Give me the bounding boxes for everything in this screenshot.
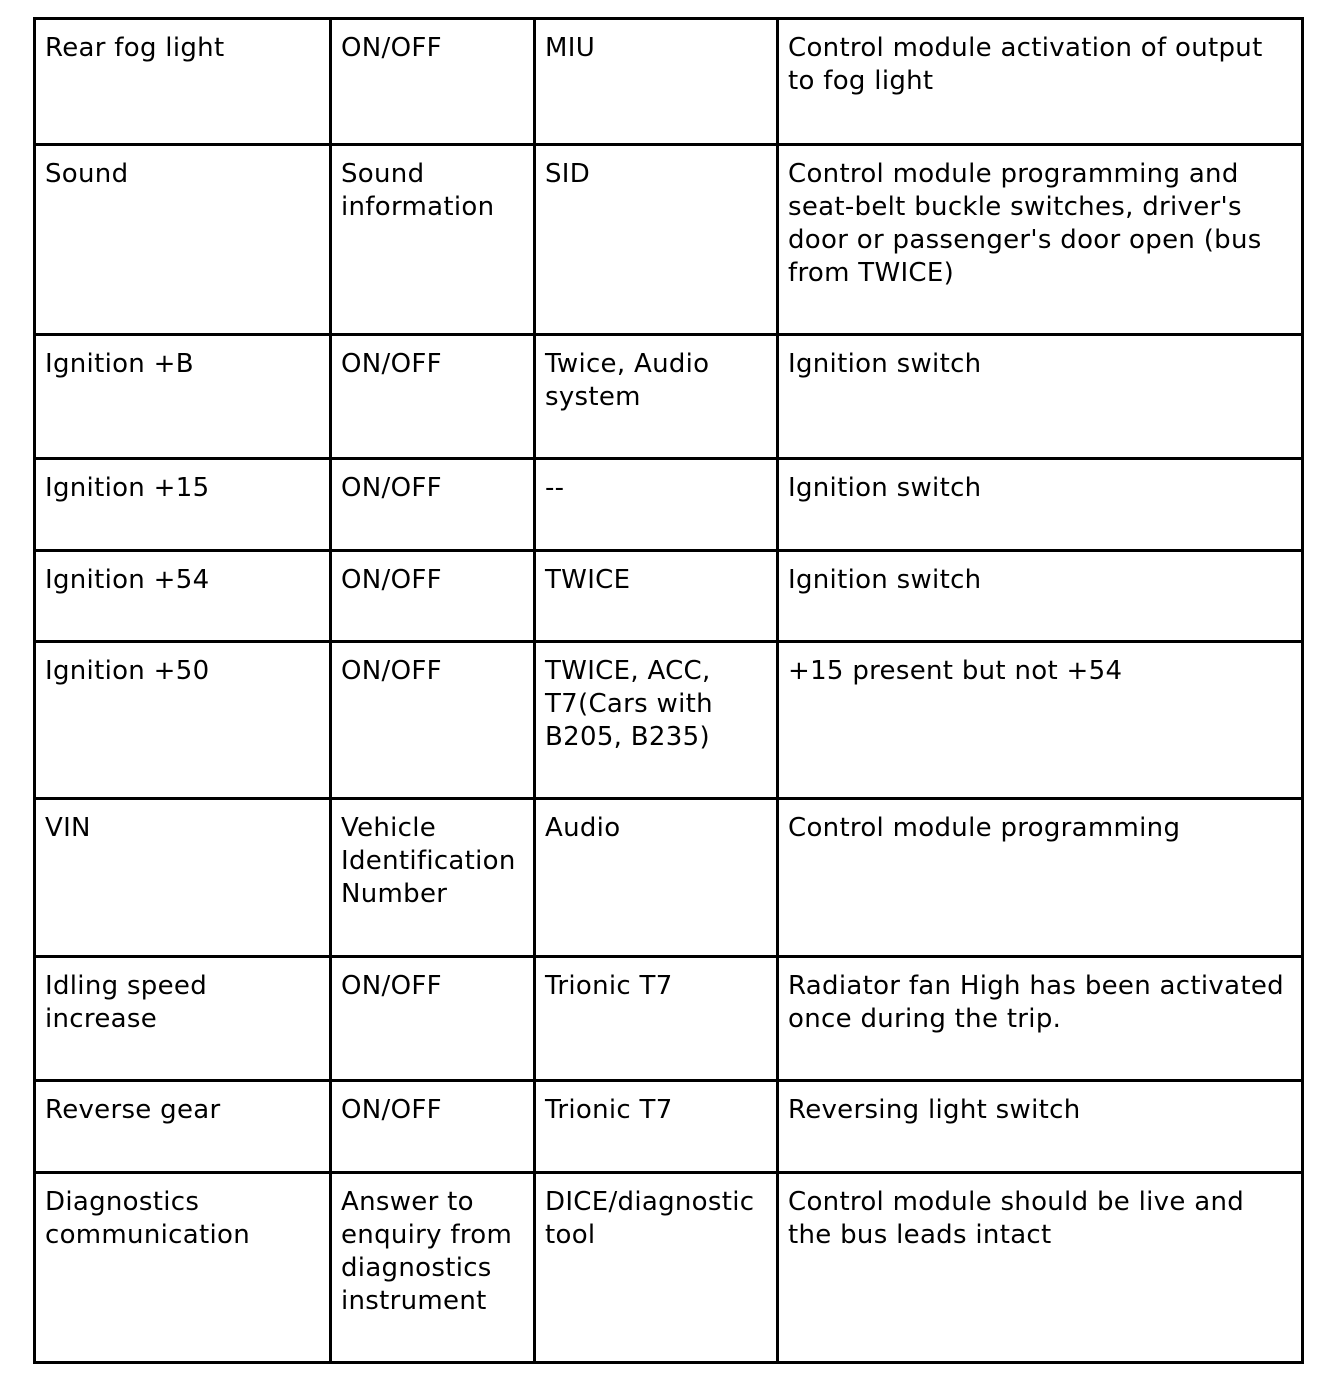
- table-row: [35, 19, 1303, 145]
- signal-name-cell: Ignition +54: [35, 551, 331, 642]
- table-row: [35, 799, 1303, 957]
- signal-value-cell: ON/OFF: [331, 957, 535, 1081]
- signal-value-cell: ON/OFF: [331, 19, 535, 145]
- table-row: [35, 335, 1303, 459]
- signal-source-cell: Audio: [535, 799, 778, 957]
- signal-condition-cell: Control module activation of output to fog light: [778, 19, 1303, 145]
- signal-name-cell: Idling speed increase: [35, 957, 331, 1081]
- signal-condition-cell: Radiator fan High has been activated once during the trip.: [778, 957, 1303, 1081]
- signal-source-cell: SID: [535, 145, 778, 335]
- signal-condition-cell: Ignition switch: [778, 459, 1303, 551]
- table-row: [35, 1081, 1303, 1173]
- signal-name-cell: Ignition +B: [35, 335, 331, 459]
- signal-name-cell: Reverse gear: [35, 1081, 331, 1173]
- signal-source-cell: DICE/diagnostic tool: [535, 1173, 778, 1363]
- signal-source-cell: TWICE, ACC, T7(Cars with B205, B235): [535, 642, 778, 799]
- signal-name-cell: Ignition +15: [35, 459, 331, 551]
- signal-value-cell: ON/OFF: [331, 551, 535, 642]
- table-row: [35, 551, 1303, 642]
- signal-value-cell: Sound information: [331, 145, 535, 335]
- signal-condition-cell: Control module programming and seat-belt buckle switches, driver's door or passenger's door open (bus from TWICE): [778, 145, 1303, 335]
- signal-name-cell: Diagnostics communication: [35, 1173, 331, 1363]
- signal-value-cell: Answer to enquiry from diagnostics instrument: [331, 1173, 535, 1363]
- signal-value-cell: ON/OFF: [331, 1081, 535, 1173]
- signal-condition-cell: Control module should be live and the bus leads intact: [778, 1173, 1303, 1363]
- signal-value-cell: Vehicle Identification Number: [331, 799, 535, 957]
- signal-table: [33, 17, 1304, 1364]
- signal-source-cell: --: [535, 459, 778, 551]
- table-row: [35, 1173, 1303, 1363]
- signal-value-cell: ON/OFF: [331, 335, 535, 459]
- signal-name-cell: Ignition +50: [35, 642, 331, 799]
- signal-name-cell: Sound: [35, 145, 331, 335]
- signal-source-cell: Trionic T7: [535, 1081, 778, 1173]
- table-row: [35, 642, 1303, 799]
- table-row: [35, 145, 1303, 335]
- signal-value-cell: ON/OFF: [331, 642, 535, 799]
- signal-source-cell: Trionic T7: [535, 957, 778, 1081]
- signal-source-cell: Twice, Audio system: [535, 335, 778, 459]
- signal-condition-cell: +15 present but not +54: [778, 642, 1303, 799]
- table-row: [35, 459, 1303, 551]
- signal-condition-cell: Control module programming: [778, 799, 1303, 957]
- signal-value-cell: ON/OFF: [331, 459, 535, 551]
- signal-name-cell: VIN: [35, 799, 331, 957]
- signal-source-cell: TWICE: [535, 551, 778, 642]
- table-row: [35, 957, 1303, 1081]
- signal-source-cell: MIU: [535, 19, 778, 145]
- signal-condition-cell: Ignition switch: [778, 335, 1303, 459]
- signal-condition-cell: Reversing light switch: [778, 1081, 1303, 1173]
- signal-name-cell: Rear fog light: [35, 19, 331, 145]
- signal-condition-cell: Ignition switch: [778, 551, 1303, 642]
